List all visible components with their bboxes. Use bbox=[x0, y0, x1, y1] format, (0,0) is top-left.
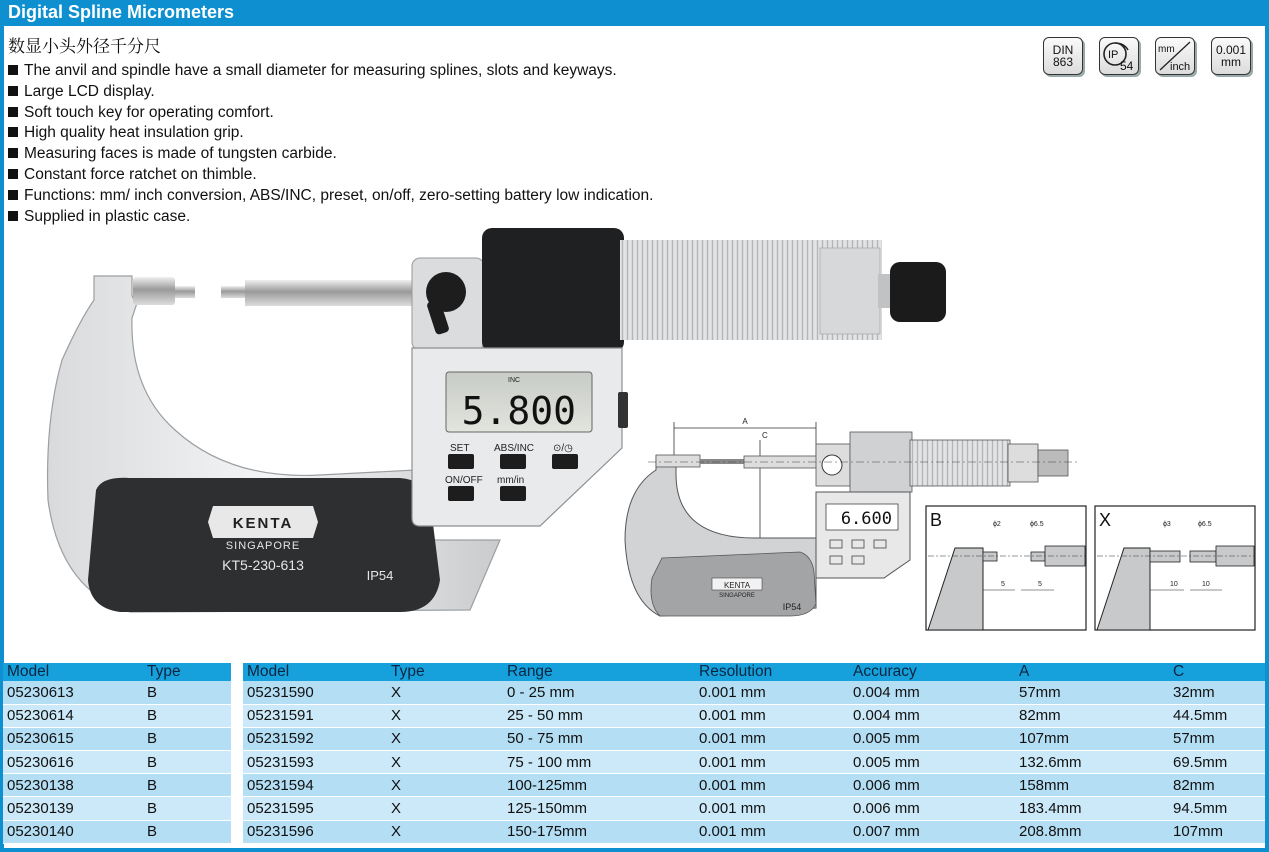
type-x-table bbox=[243, 663, 1265, 844]
svg-text:ϕ6.5: ϕ6.5 bbox=[1198, 521, 1212, 528]
table-row: 05231594 X 100-125mm 0.001 mm 0.006 mm 158mm 82mm bbox=[243, 774, 1265, 797]
column-header: Range bbox=[503, 663, 695, 681]
chinese-title: 数显小头外径千分尺 bbox=[8, 37, 161, 57]
svg-text:B: B bbox=[930, 510, 943, 530]
svg-text:10: 10 bbox=[1170, 581, 1178, 588]
detail-x-diagram bbox=[1095, 506, 1255, 630]
svg-text:IP54: IP54 bbox=[782, 602, 802, 612]
svg-text:⊙/◷: ⊙/◷ bbox=[553, 443, 573, 454]
table-header-row bbox=[3, 663, 231, 681]
table-row: 05231592 X 50 - 75 mm 0.001 mm 0.005 mm 107mm 57mm bbox=[243, 727, 1265, 750]
svg-text:ABS/INC: ABS/INC bbox=[494, 443, 535, 454]
svg-text:54: 54 bbox=[1120, 59, 1134, 73]
svg-text:KENTA: KENTA bbox=[723, 581, 751, 590]
column-header: Model bbox=[3, 663, 143, 681]
list-item: The anvil and spindle have a small diameter for measuring splines, slots and keyways. bbox=[8, 61, 653, 82]
svg-text:INC: INC bbox=[508, 377, 521, 384]
svg-text:5: 5 bbox=[1001, 581, 1005, 588]
table-row: 05230616 B bbox=[3, 751, 231, 774]
column-header: A bbox=[1015, 663, 1169, 681]
svg-text:mm/in: mm/in bbox=[497, 475, 525, 486]
svg-text:X: X bbox=[1099, 510, 1112, 530]
table-row: 05230614 B bbox=[3, 704, 231, 727]
table-row: 05230140 B bbox=[3, 820, 231, 843]
table-row: 05231591 X 25 - 50 mm 0.001 mm 0.004 mm 82mm 44.5mm bbox=[243, 704, 1265, 727]
table-row: 05230613 B bbox=[3, 681, 231, 704]
din-863-badge: DIN 863 bbox=[1043, 37, 1083, 75]
svg-text:A: A bbox=[742, 417, 748, 426]
svg-text:C: C bbox=[762, 431, 768, 440]
table-row: 05231593 X 75 - 100 mm 0.001 mm 0.005 mm 132.6mm 69.5mm bbox=[243, 751, 1265, 774]
svg-text:KENTA: KENTA bbox=[232, 515, 294, 532]
svg-text:6.600: 6.600 bbox=[840, 509, 892, 529]
table-row: 05231596 X 150-175mm 0.001 mm 0.007 mm 208.8mm 107mm bbox=[243, 820, 1265, 843]
svg-text:5: 5 bbox=[1038, 581, 1042, 588]
column-header: Model bbox=[243, 663, 387, 681]
table-row: 05230615 B bbox=[3, 727, 231, 750]
svg-text:ϕ6.5: ϕ6.5 bbox=[1030, 521, 1044, 528]
svg-text:SINGAPORE: SINGAPORE bbox=[225, 540, 301, 552]
svg-text:IP54: IP54 bbox=[366, 568, 394, 583]
list-item: High quality heat insulation grip. bbox=[8, 123, 653, 144]
table-row: 05231595 X 125-150mm 0.001 mm 0.006 mm 183.4mm 94.5mm bbox=[243, 797, 1265, 820]
svg-text:mm: mm bbox=[1158, 44, 1175, 55]
svg-text:inch: inch bbox=[1170, 61, 1191, 73]
page-title: Digital Spline Micrometers bbox=[0, 0, 1269, 26]
list-item: Supplied in plastic case. bbox=[8, 207, 653, 228]
type-b-table bbox=[3, 663, 231, 844]
svg-text:5.800: 5.800 bbox=[461, 389, 576, 433]
column-header: Resolution bbox=[695, 663, 849, 681]
column-header: Type bbox=[143, 663, 231, 681]
svg-text:10: 10 bbox=[1202, 581, 1210, 588]
svg-text:IP: IP bbox=[1108, 49, 1119, 61]
svg-text:ϕ2: ϕ2 bbox=[993, 521, 1001, 528]
list-item: Large LCD display. bbox=[8, 82, 653, 103]
svg-text:ON/OFF: ON/OFF bbox=[445, 475, 483, 486]
column-header: Type bbox=[387, 663, 503, 681]
svg-text:SET: SET bbox=[450, 443, 470, 454]
column-header: Accuracy bbox=[849, 663, 1015, 681]
svg-text:ϕ3: ϕ3 bbox=[1163, 521, 1171, 528]
svg-text:SINGAPORE: SINGAPORE bbox=[719, 593, 755, 599]
detail-b-diagram bbox=[926, 506, 1086, 630]
table-row: 05230139 B bbox=[3, 797, 231, 820]
svg-text:KT5-230-613: KT5-230-613 bbox=[222, 557, 304, 573]
table-header-row bbox=[243, 663, 1265, 681]
list-item: Measuring faces is made of tungsten carbide. bbox=[8, 144, 653, 165]
list-item: Functions: mm/ inch conversion, ABS/INC, preset, on/off, zero-setting battery low indication. bbox=[8, 186, 653, 207]
table-row: 05230138 B bbox=[3, 774, 231, 797]
column-header: C bbox=[1169, 663, 1265, 681]
table-row: 05231590 X 0 - 25 mm 0.001 mm 0.004 mm 57mm 32mm bbox=[243, 681, 1265, 704]
list-item: Soft touch key for operating comfort. bbox=[8, 103, 653, 124]
resolution-badge: 0.001 mm bbox=[1211, 37, 1251, 75]
list-item: Constant force ratchet on thimble. bbox=[8, 165, 653, 186]
